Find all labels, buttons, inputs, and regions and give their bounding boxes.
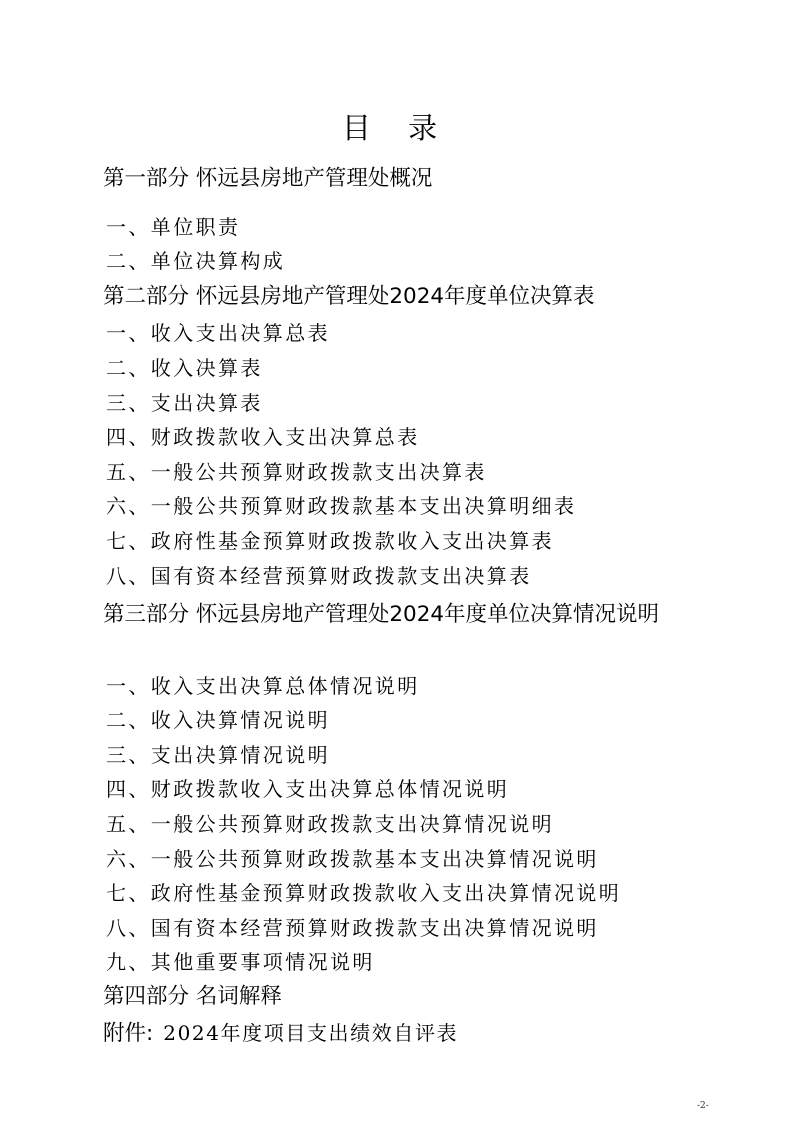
toc-item[interactable]: 二、收入决算表: [106, 356, 263, 380]
annex-line[interactable]: [103, 1019, 703, 1048]
toc-item[interactable]: 一、收入支出决算总表: [106, 321, 330, 345]
toc-item[interactable]: 七、政府性基金预算财政拨款收入支出决算情况说明: [106, 881, 622, 905]
annex-label: 附件:: [103, 1021, 154, 1046]
section-heading-part-4[interactable]: 第四部分 名词解释: [103, 984, 282, 1009]
section-heading-part-1[interactable]: 第一部分 怀远县房地产管理处概况: [103, 166, 433, 191]
toc-item[interactable]: 三、支出决算表: [106, 391, 263, 415]
toc-item[interactable]: 五、一般公共预算财政拨款支出决算情况说明: [106, 812, 554, 836]
toc-item[interactable]: 四、财政拨款收入支出决算总表: [106, 425, 420, 449]
page-title: 目 录: [341, 111, 452, 145]
section-heading-part-2[interactable]: 第二部分 怀远县房地产管理处2024年度单位决算表: [103, 284, 595, 309]
toc-item[interactable]: 一、单位职责: [106, 215, 241, 239]
toc-item[interactable]: 二、单位决算构成: [106, 249, 286, 273]
toc-item[interactable]: 八、国有资本经营预算财政拨款支出决算情况说明: [106, 916, 599, 940]
toc-item[interactable]: 四、财政拨款收入支出决算总体情况说明: [106, 777, 510, 801]
toc-item[interactable]: 二、收入决算情况说明: [106, 708, 330, 732]
toc-item[interactable]: 七、政府性基金预算财政拨款收入支出决算表: [106, 529, 554, 553]
toc-item[interactable]: 八、国有资本经营预算财政拨款支出决算表: [106, 564, 532, 588]
toc-item[interactable]: 六、一般公共预算财政拨款基本支出决算明细表: [106, 494, 577, 518]
section-heading-part-3[interactable]: 第三部分 怀远县房地产管理处2024年度单位决算情况说明: [103, 602, 660, 627]
annex-text: 2024年度项目支出绩效自评表: [163, 1021, 459, 1045]
toc-item[interactable]: 三、支出决算情况说明: [106, 743, 330, 767]
toc-item[interactable]: 六、一般公共预算财政拨款基本支出决算情况说明: [106, 847, 599, 871]
toc-item[interactable]: 五、一般公共预算财政拨款支出决算表: [106, 460, 487, 484]
toc-item[interactable]: 九、其他重要事项情况说明: [106, 950, 375, 974]
toc-item[interactable]: 一、收入支出决算总体情况说明: [106, 674, 420, 698]
page-number: -2-: [697, 1101, 709, 1111]
